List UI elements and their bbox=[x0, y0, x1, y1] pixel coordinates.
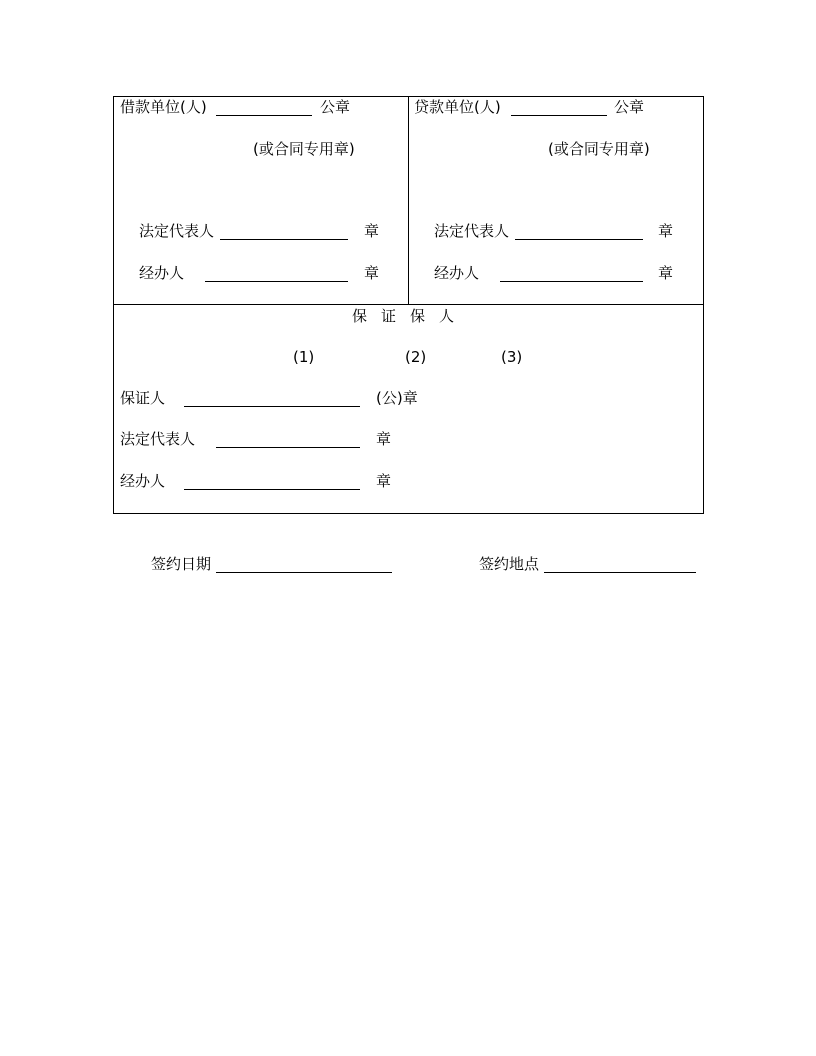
guarantor-number-2: (2) bbox=[405, 348, 427, 366]
borrower-handler-seal: 章 bbox=[364, 264, 380, 282]
guarantor-number-1: (1) bbox=[293, 348, 315, 366]
guarantor-handler-label: 经办人 bbox=[120, 472, 166, 490]
borrower-legal-rep-field[interactable] bbox=[220, 239, 348, 240]
borrower-label: 借款单位(人) bbox=[120, 98, 207, 116]
signing-place-field[interactable] bbox=[544, 572, 696, 573]
signing-date-label: 签约日期 bbox=[151, 555, 212, 573]
row-divider bbox=[113, 304, 704, 305]
lender-seal-label: 公章 bbox=[614, 98, 645, 116]
lender-name-field[interactable] bbox=[511, 115, 607, 116]
lender-legal-rep-label: 法定代表人 bbox=[434, 222, 510, 240]
lender-legal-rep-field[interactable] bbox=[515, 239, 643, 240]
borrower-legal-rep-seal: 章 bbox=[364, 222, 380, 240]
lender-handler-label: 经办人 bbox=[434, 264, 480, 282]
guarantor-label: 保证人 bbox=[120, 389, 166, 407]
lender-label: 贷款单位(人) bbox=[414, 98, 501, 116]
column-divider bbox=[408, 96, 409, 304]
lender-handler-field[interactable] bbox=[500, 281, 643, 282]
guarantor-name-field[interactable] bbox=[184, 406, 360, 407]
signing-place-label: 签约地点 bbox=[479, 555, 540, 573]
guarantor-handler-seal: 章 bbox=[376, 472, 392, 490]
borrower-seal-label: 公章 bbox=[320, 98, 351, 116]
borrower-handler-label: 经办人 bbox=[139, 264, 185, 282]
lender-legal-rep-seal: 章 bbox=[658, 222, 674, 240]
guarantor-seal-label: (公)章 bbox=[376, 389, 418, 407]
guarantor-handler-field[interactable] bbox=[184, 489, 360, 490]
guarantor-title: 保证保人 bbox=[352, 307, 469, 325]
guarantor-legal-rep-seal: 章 bbox=[376, 430, 392, 448]
signing-date-field[interactable] bbox=[216, 572, 392, 573]
borrower-legal-rep-label: 法定代表人 bbox=[139, 222, 215, 240]
borrower-alt-seal-label: (或合同专用章) bbox=[253, 140, 355, 158]
guarantor-legal-rep-field[interactable] bbox=[216, 447, 360, 448]
lender-alt-seal-label: (或合同专用章) bbox=[548, 140, 650, 158]
guarantor-number-3: (3) bbox=[501, 348, 523, 366]
borrower-name-field[interactable] bbox=[216, 115, 312, 116]
lender-handler-seal: 章 bbox=[658, 264, 674, 282]
borrower-handler-field[interactable] bbox=[205, 281, 348, 282]
guarantor-legal-rep-label: 法定代表人 bbox=[120, 430, 196, 448]
